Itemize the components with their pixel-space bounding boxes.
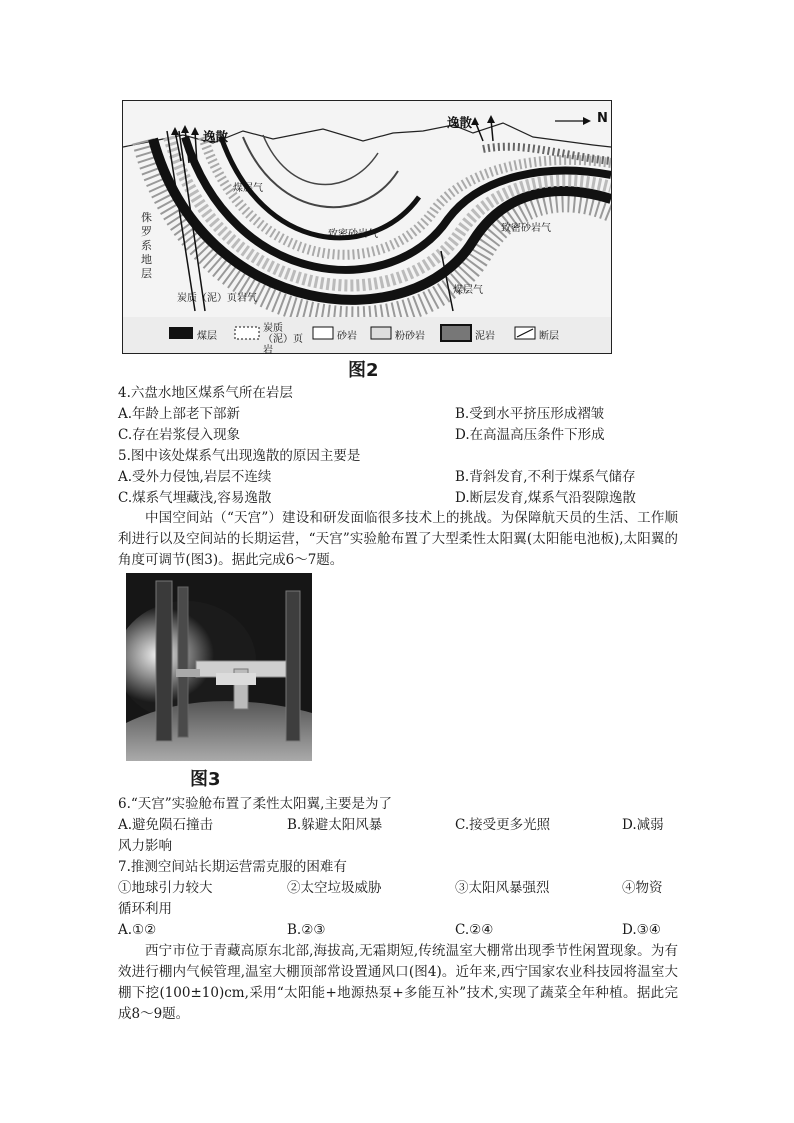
legend-shale: 炭质（泥）页岩 bbox=[263, 323, 303, 356]
q6-option-c: C.接受更多光照 bbox=[455, 817, 551, 833]
q7-option-d: D.③④ bbox=[622, 922, 661, 938]
q5-option-c: C.煤系气埋藏浅,容易逸散 bbox=[118, 490, 272, 506]
space-station-image bbox=[126, 573, 312, 761]
q5-option-a: A.受外力侵蚀,岩层不连续 bbox=[118, 469, 272, 485]
q5-option-b: B.背斜发育,不利于煤系气储存 bbox=[455, 469, 636, 485]
legend-siltstone: 粉砂岩 bbox=[395, 331, 425, 342]
q6-stem: 6.“天宫”实验舱布置了柔性太阳翼,主要是为了 bbox=[118, 796, 392, 812]
q4-option-d: D.在高温高压条件下形成 bbox=[455, 427, 605, 443]
coalbed-gas-label: 煤层气 bbox=[233, 183, 263, 194]
passage-space-station: 中国空间站（“天宫”）建设和研发面临很多技术上的挑战。为保障航天员的生活、工作顺利进行以及空间站的长期运营，“天宫”实验舱布置了大型柔性太阳翼(太阳能电池板),太阳翼的角度可调节(图3)。据此完成6～7题。 bbox=[118, 510, 678, 568]
q7-item-4: ④物资 bbox=[622, 880, 663, 896]
legend-sandstone: 砂岩 bbox=[337, 331, 357, 342]
q7-item-4-continued: 循环利用 bbox=[118, 901, 172, 917]
q6-option-b: B.躲避太阳风暴 bbox=[287, 817, 383, 833]
right-gas-label: 致密砂岩气 bbox=[501, 223, 551, 234]
jurassic-label: 侏 罗 系 地 层 bbox=[141, 211, 152, 280]
q6-option-d: D.减弱 bbox=[622, 817, 664, 833]
q7-option-c: C.②④ bbox=[455, 922, 494, 938]
legend-mudstone: 泥岩 bbox=[475, 331, 495, 342]
q7-option-b: B.②③ bbox=[287, 922, 326, 938]
q7-option-a: A.①② bbox=[118, 922, 157, 938]
q6-option-d-continued: 风力影响 bbox=[118, 838, 172, 854]
q4-stem: 4.六盘水地区煤系气所在岩层 bbox=[118, 385, 293, 401]
figure-2-cross-section bbox=[122, 100, 612, 354]
legend-coal: 煤层 bbox=[197, 331, 217, 342]
q7-item-2: ②太空垃圾威胁 bbox=[287, 880, 382, 896]
figure-3-caption: 图3 bbox=[190, 769, 221, 790]
q4-option-a: A.年龄上部老下部新 bbox=[118, 406, 241, 422]
figure-3-space-station-photo bbox=[126, 573, 312, 761]
shale-gas-label: 炭质（泥）页岩气 bbox=[177, 293, 257, 304]
escape-label-left: 逸散 bbox=[203, 129, 229, 144]
legend-fault: 断层 bbox=[539, 331, 559, 342]
q7-stem: 7.推测空间站长期运营需克服的困难有 bbox=[118, 859, 347, 875]
bottom-gas-label: 煤层气 bbox=[453, 285, 483, 296]
q5-option-d: D.断层发育,煤系气沿裂隙逸散 bbox=[455, 490, 636, 506]
q5-stem: 5.图中该处煤系气出现逸散的原因主要是 bbox=[118, 448, 361, 464]
q4-option-c: C.存在岩浆侵入现象 bbox=[118, 427, 241, 443]
escape-label-right: 逸散 bbox=[447, 115, 473, 130]
q7-item-1: ①地球引力较大 bbox=[118, 880, 213, 896]
legend-coal-swatch bbox=[169, 327, 193, 339]
tight-sand-gas-label: 致密砂岩气 bbox=[328, 229, 378, 240]
north-label: N bbox=[597, 111, 608, 126]
passage-xining-greenhouse: 西宁市位于青藏高原东北部,海拔高,无霜期短,传统温室大棚常出现季节性闲置现象。为有效进行棚内气候管理,温室大棚顶部常设置通风口(图4)。近年来,西宁国家农业科技园将温室大棚下挖(100±10)cm,采用“太阳能+地源热泵+多能互补”技术,实现了蔬菜全年种植。据此完成8～9题。 bbox=[118, 943, 678, 1022]
figure-2-caption: 图2 bbox=[348, 360, 379, 381]
q6-option-a: A.避免陨石撞击 bbox=[118, 817, 214, 833]
q4-option-b: B.受到水平挤压形成褶皱 bbox=[455, 406, 605, 422]
q7-item-3: ③太阳风暴强烈 bbox=[455, 880, 550, 896]
